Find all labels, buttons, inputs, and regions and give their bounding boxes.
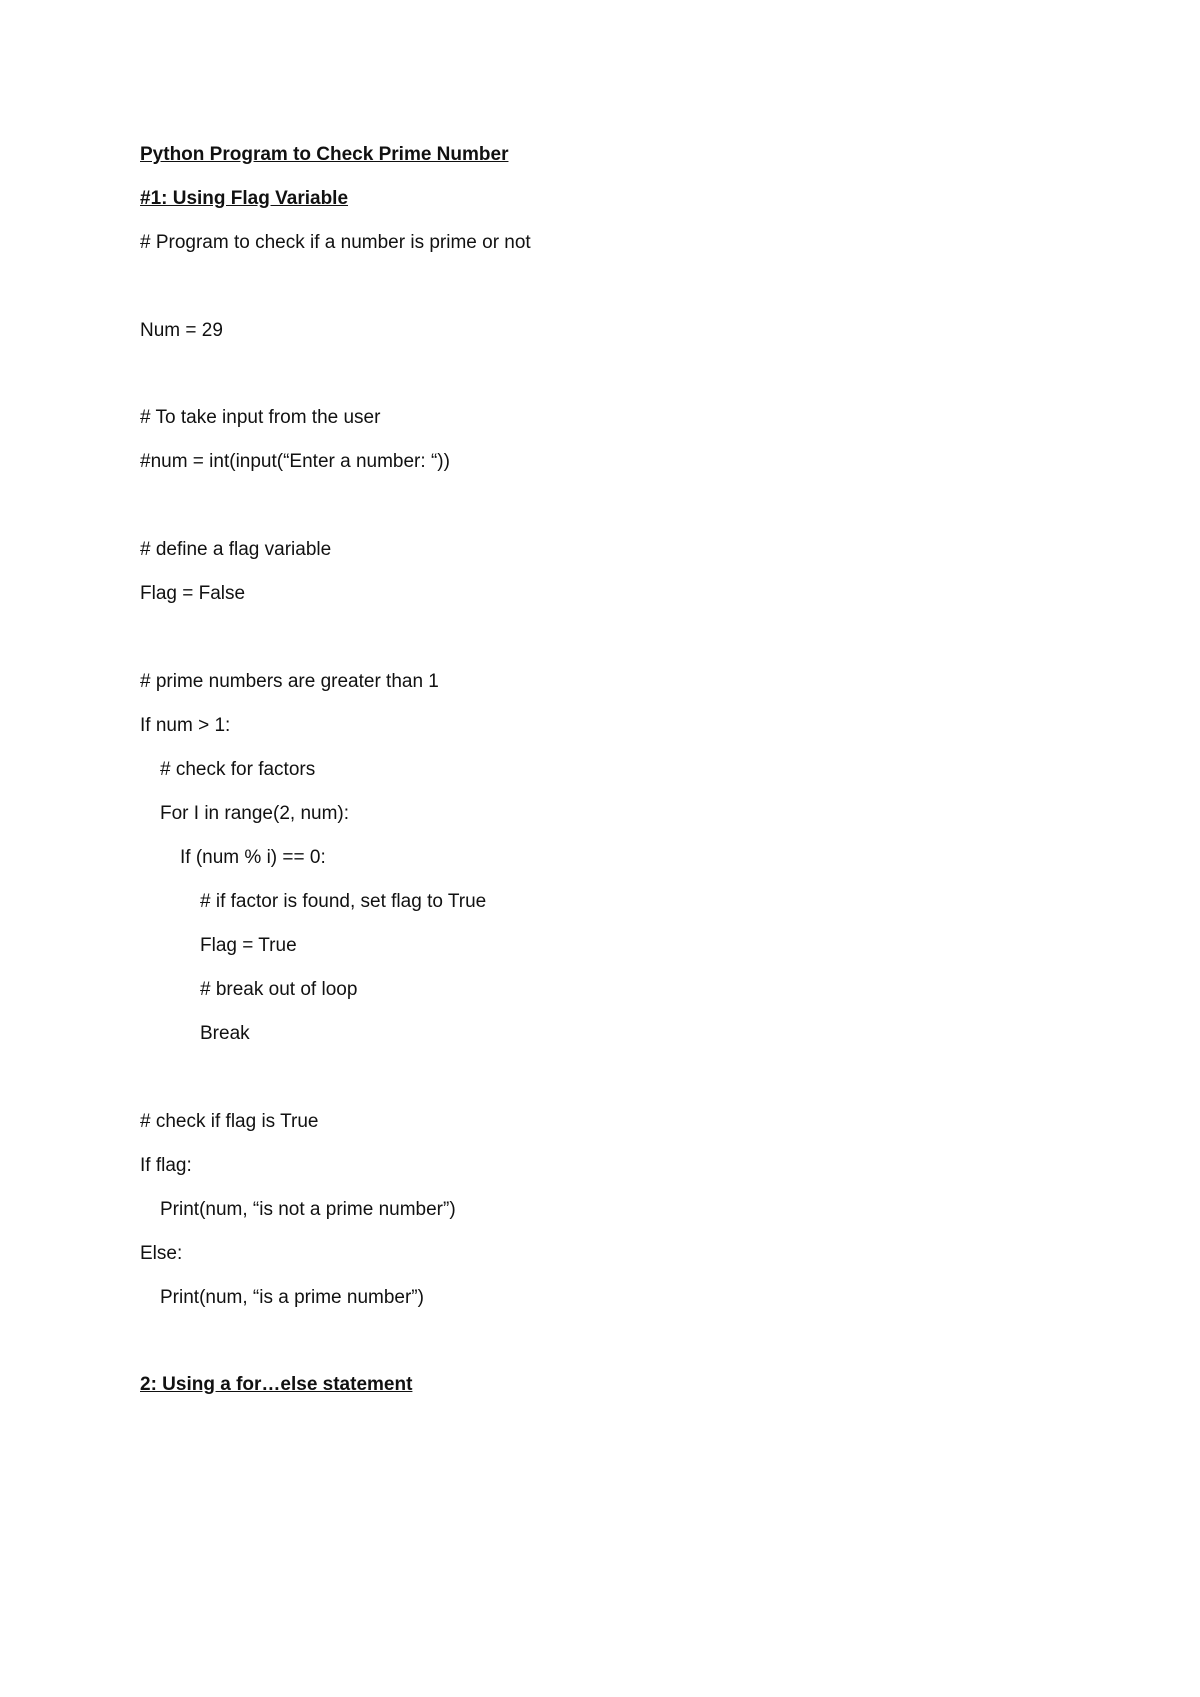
code-line: Break [200,1023,250,1044]
code-line: For I in range(2, num): [160,803,350,824]
code-line: Print(num, “is not a prime number”) [160,1199,456,1220]
section-heading-1: #1: Using Flag Variable [140,188,349,209]
code-line: Else: [140,1243,183,1264]
code-line: If (num % i) == 0: [180,847,326,868]
code-comment: # To take input from the user [140,407,381,428]
code-comment: # break out of loop [200,979,358,1000]
code-comment: # check if flag is True [140,1111,319,1132]
code-line: Print(num, “is a prime number”) [160,1287,424,1308]
code-comment: # Program to check if a number is prime or not [140,232,531,253]
code-comment: # if factor is found, set flag to True [200,891,487,912]
code-line: If flag: [140,1155,192,1176]
code-comment: #num = int(input(“Enter a number: “)) [140,451,450,472]
code-line: Num = 29 [140,320,223,341]
code-comment: # prime numbers are greater than 1 [140,671,439,692]
section-heading-2: 2: Using a for…else statement [140,1374,413,1395]
code-line: Flag = True [200,935,297,956]
code-line: If num > 1: [140,715,231,736]
code-comment: # define a flag variable [140,539,332,560]
code-line: Flag = False [140,583,246,604]
code-comment: # check for factors [160,759,316,780]
document-title: Python Program to Check Prime Number [140,144,509,165]
